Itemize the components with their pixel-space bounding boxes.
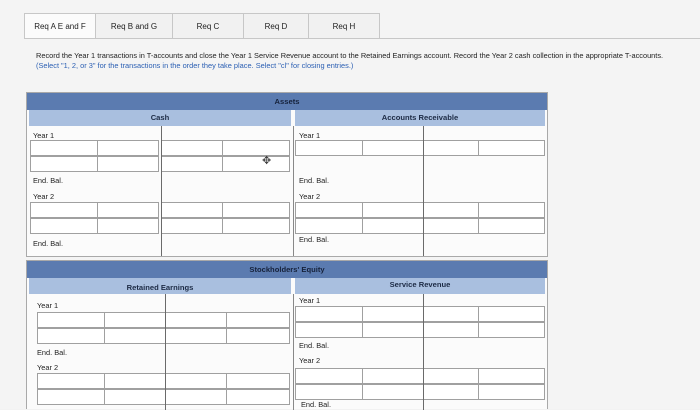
ar-year1-label: Year 1 — [299, 131, 321, 140]
re-y2-debit-ref-2[interactable] — [37, 389, 105, 405]
ar-title: Accounts Receivable — [381, 113, 459, 122]
re-y2-debit-amt-2[interactable] — [104, 389, 166, 405]
ar-y2-debit-ref-2[interactable] — [295, 218, 363, 234]
sr-debit-ref-1[interactable] — [295, 306, 363, 322]
assets-section — [26, 92, 548, 257]
ar-y2-credit-ref-2[interactable] — [423, 218, 479, 234]
re-t-divider — [165, 294, 166, 410]
re-credit-ref-1[interactable] — [165, 312, 227, 328]
cash-end-bal2-label: End. Bal. — [33, 239, 63, 248]
sr-t-divider — [423, 294, 424, 410]
ar-year2-label: Year 2 — [299, 192, 321, 201]
ar-header — [295, 110, 545, 126]
re-header — [29, 278, 291, 294]
sr-y2-debit-ref-2[interactable] — [295, 384, 363, 400]
cash-credit-amt-2[interactable] — [222, 156, 290, 172]
cash-debit-amt-1[interactable] — [97, 140, 159, 156]
re-end-bal-label: End. Bal. — [37, 348, 67, 357]
re-debit-ref-1[interactable] — [37, 312, 105, 328]
cash-y2-debit-ref-2[interactable] — [30, 218, 98, 234]
ar-y2-debit-amt-2[interactable] — [362, 218, 424, 234]
sr-y2-debit-ref[interactable] — [295, 368, 363, 384]
requirement-tabs — [24, 13, 379, 41]
sr-credit-amt-1[interactable] — [478, 306, 545, 322]
cash-t-divider — [161, 126, 162, 256]
cash-y2-credit-amt-2[interactable] — [222, 218, 290, 234]
ar-credit-amt-1[interactable] — [478, 140, 545, 156]
cash-y2-debit-ref[interactable] — [30, 202, 98, 218]
move-cursor-icon: ✥ — [262, 155, 272, 167]
sr-y2-credit-ref[interactable] — [423, 368, 479, 384]
equity-section — [26, 260, 548, 409]
instructions-select: (Select "1, 2, or 3" for the transactions in the order they take place. Select "cl" for closing entries.) — [36, 61, 354, 70]
re-debit-amt-2[interactable] — [104, 328, 166, 344]
cash-y2-credit-ref[interactable] — [161, 202, 223, 218]
re-credit-amt-1[interactable] — [226, 312, 290, 328]
equity-title: Stockholders' Equity — [249, 265, 325, 274]
cash-debit-amt-2[interactable] — [97, 156, 159, 172]
cash-title: Cash — [150, 113, 170, 122]
tab-req-b-g[interactable]: Req B and G — [95, 13, 173, 39]
re-y2-credit-ref-2[interactable] — [165, 389, 227, 405]
cash-year2-label: Year 2 — [33, 192, 55, 201]
sr-debit-ref-2[interactable] — [295, 322, 363, 338]
ar-end-bal2-label: End. Bal. — [299, 235, 329, 244]
tab-req-d[interactable]: Req D — [243, 13, 309, 39]
ar-debit-ref-1[interactable] — [295, 140, 363, 156]
ar-y2-debit-ref[interactable] — [295, 202, 363, 218]
re-debit-amt-1[interactable] — [104, 312, 166, 328]
cash-credit-amt-1[interactable] — [222, 140, 290, 156]
sr-year2-label: Year 2 — [299, 356, 321, 365]
tab-req-a-e-f[interactable]: Req A E and F — [24, 13, 96, 39]
sr-y2-debit-amt-2[interactable] — [362, 384, 424, 400]
sr-debit-amt-1[interactable] — [362, 306, 424, 322]
sr-y2-credit-amt[interactable] — [478, 368, 545, 384]
ar-end-bal-label: End. Bal. — [299, 176, 329, 185]
sr-credit-ref-2[interactable] — [423, 322, 479, 338]
cash-credit-ref-2[interactable] — [161, 156, 223, 172]
sr-title: Service Revenue — [389, 280, 451, 289]
ar-t-divider — [423, 126, 424, 256]
cash-end-bal-label: End. Bal. — [33, 176, 63, 185]
sr-debit-amt-2[interactable] — [362, 322, 424, 338]
sr-header — [295, 278, 545, 294]
re-year2-label: Year 2 — [37, 363, 59, 372]
sr-year1-label: Year 1 — [299, 296, 321, 305]
cash-y2-debit-amt-2[interactable] — [97, 218, 159, 234]
ar-y2-credit-amt[interactable] — [478, 202, 545, 218]
cash-y2-credit-ref-2[interactable] — [161, 218, 223, 234]
cash-y2-credit-amt[interactable] — [222, 202, 290, 218]
ar-y2-debit-amt[interactable] — [362, 202, 424, 218]
assets-header — [27, 93, 547, 110]
equity-header — [27, 261, 547, 278]
ar-debit-amt-1[interactable] — [362, 140, 424, 156]
assets-split — [293, 126, 294, 256]
ar-credit-ref-1[interactable] — [423, 140, 479, 156]
cash-credit-ref-1[interactable] — [161, 140, 223, 156]
re-y2-debit-amt[interactable] — [104, 373, 166, 389]
equity-split — [293, 294, 294, 410]
assets-title: Assets — [274, 97, 300, 106]
cash-debit-ref-1[interactable] — [30, 140, 98, 156]
sr-y2-credit-ref-2[interactable] — [423, 384, 479, 400]
re-credit-amt-2[interactable] — [226, 328, 290, 344]
re-title: Retained Earnings — [126, 283, 194, 292]
sr-credit-amt-2[interactable] — [478, 322, 545, 338]
tab-divider — [24, 38, 700, 39]
instructions — [36, 51, 676, 71]
tab-req-c[interactable]: Req C — [172, 13, 244, 39]
cash-debit-ref-2[interactable] — [30, 156, 98, 172]
re-credit-ref-2[interactable] — [165, 328, 227, 344]
ar-y2-credit-amt-2[interactable] — [478, 218, 545, 234]
ar-y2-credit-ref[interactable] — [423, 202, 479, 218]
sr-credit-ref-1[interactable] — [423, 306, 479, 322]
cash-header — [29, 110, 291, 126]
sr-y2-credit-amt-2[interactable] — [478, 384, 545, 400]
sr-end-bal2-label: End. Bal. — [301, 400, 331, 409]
cash-year1-label: Year 1 — [33, 131, 55, 140]
sr-y2-debit-amt[interactable] — [362, 368, 424, 384]
tab-req-h[interactable]: Req H — [308, 13, 380, 39]
re-y2-credit-amt[interactable] — [226, 373, 290, 389]
re-debit-ref-2[interactable] — [37, 328, 105, 344]
re-y2-credit-ref[interactable] — [165, 373, 227, 389]
re-y2-credit-amt-2[interactable] — [226, 389, 290, 405]
re-year1-label: Year 1 — [37, 301, 59, 310]
re-y2-debit-ref[interactable] — [37, 373, 105, 389]
cash-y2-debit-amt[interactable] — [97, 202, 159, 218]
sr-end-bal-label: End. Bal. — [299, 341, 329, 350]
instructions-main: Record the Year 1 transactions in T-accounts and close the Year 1 Service Revenue account to the Retained Earnings account. Record the Year 2 cash collection in the appropriate T-accounts. — [36, 51, 664, 60]
